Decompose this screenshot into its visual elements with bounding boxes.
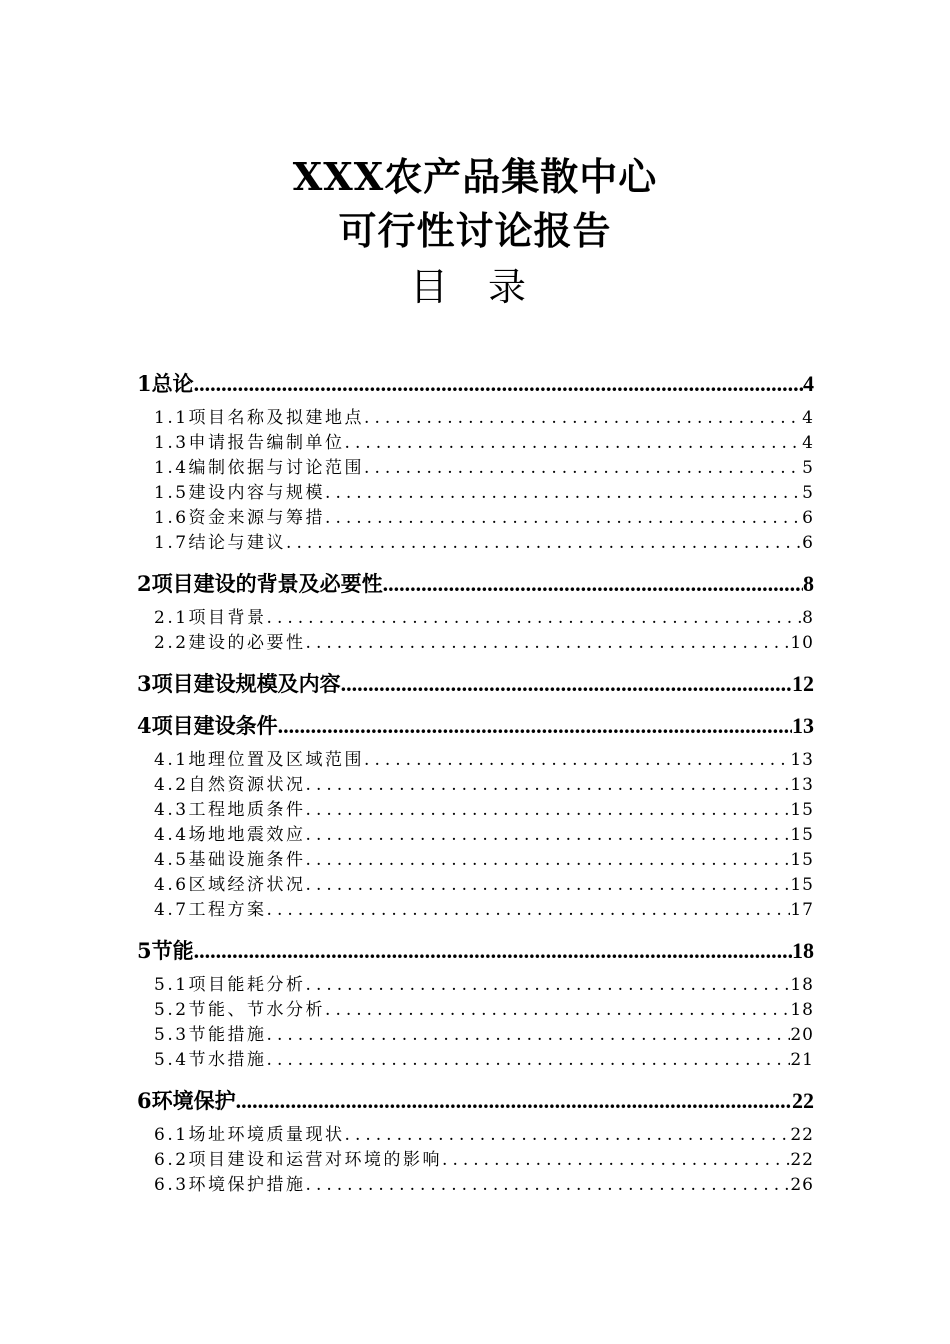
- toc-section-entry[interactable]: [137, 1048, 814, 1073]
- toc-entry-page-number: 5: [802, 483, 814, 503]
- toc-dot-leader: [306, 1173, 791, 1198]
- toc-entry-page-number: 8: [803, 571, 814, 596]
- toc-entry-page-number: 15: [790, 800, 814, 820]
- toc-dot-leader: [325, 998, 790, 1023]
- toc-section-entry[interactable]: [137, 1123, 814, 1148]
- toc-entry-label: 5.2节能、节水分析: [154, 1000, 326, 1020]
- toc-entry-page-number: 6: [802, 508, 814, 528]
- toc-entry-label: 4.7工程方案: [154, 900, 267, 920]
- table-of-contents: [137, 370, 814, 1198]
- toc-dot-leader: [383, 570, 803, 598]
- toc-dot-leader: [306, 823, 791, 848]
- toc-entry-page-number: 15: [790, 850, 814, 870]
- toc-dot-leader: [325, 481, 802, 506]
- toc-entry-label: 4.3工程地质条件: [154, 800, 306, 820]
- toc-dot-leader: [267, 1048, 791, 1073]
- toc-entry-label: 6.1场址环境质量现状: [154, 1125, 345, 1145]
- toc-entry-page-number: 15: [790, 825, 814, 845]
- toc-entry-label: 1.6资金来源与筹措: [154, 508, 326, 528]
- toc-entry-label: 1.4编制依据与讨论范围: [154, 458, 365, 478]
- toc-entry-page-number: 18: [790, 1000, 814, 1020]
- toc-entry-page-number: 8: [802, 608, 814, 628]
- toc-dot-leader: [442, 1148, 790, 1173]
- toc-section-entry[interactable]: [137, 798, 814, 823]
- toc-dot-leader: [364, 456, 802, 481]
- toc-chapter-entry[interactable]: [137, 712, 814, 740]
- toc-entry-label: 4.6区域经济状况: [154, 875, 306, 895]
- toc-section-entry[interactable]: [137, 1023, 814, 1048]
- toc-entry-page-number: 13: [790, 750, 814, 770]
- toc-section-entry[interactable]: [137, 431, 814, 456]
- toc-chapter-entry[interactable]: [137, 370, 814, 398]
- toc-entry-page-number: 4: [802, 408, 814, 428]
- toc-entry-page-number: 5: [802, 458, 814, 478]
- toc-entry-page-number: 18: [790, 975, 814, 995]
- toc-dot-leader: [364, 748, 790, 773]
- document-title-line-1: XXX农产品集散中心: [292, 154, 658, 199]
- toc-dot-leader: [306, 773, 791, 798]
- toc-dot-leader: [267, 1023, 791, 1048]
- toc-entry-label: 2.2建设的必要性: [154, 633, 306, 653]
- toc-section-entry[interactable]: [137, 998, 814, 1023]
- toc-chapter-entry[interactable]: [137, 570, 814, 598]
- toc-entry-page-number: 22: [790, 1125, 814, 1145]
- toc-entry-label: 4.2自然资源状况: [154, 775, 306, 795]
- toc-section-entry[interactable]: [137, 898, 814, 923]
- toc-section-entry[interactable]: [137, 1173, 814, 1198]
- toc-dot-leader: [306, 873, 791, 898]
- toc-entry-label: 2.1项目背景: [154, 608, 267, 628]
- toc-entry-label: 1.7结论与建议: [154, 533, 287, 553]
- toc-entry-page-number: 13: [792, 713, 814, 738]
- toc-dot-leader: [364, 406, 802, 431]
- toc-entry-label: 4.4场地地震效应: [154, 825, 306, 845]
- toc-dot-leader: [278, 712, 792, 740]
- toc-dot-leader: [286, 531, 802, 556]
- toc-entry-page-number: 4: [802, 433, 814, 453]
- toc-chapter-entry[interactable]: [137, 670, 814, 698]
- toc-dot-leader: [341, 670, 792, 698]
- toc-entry-page-number: 15: [790, 875, 814, 895]
- toc-chapter-entry[interactable]: [137, 1087, 814, 1115]
- toc-entry-label: 2项目建设的背景及必要性: [137, 571, 383, 596]
- toc-entry-page-number: 20: [790, 1025, 814, 1045]
- toc-entry-label: 1.5建设内容与规模: [154, 483, 326, 503]
- toc-dot-leader: [306, 973, 791, 998]
- toc-section-entry[interactable]: [137, 531, 814, 556]
- toc-section-entry[interactable]: [137, 456, 814, 481]
- toc-section-entry[interactable]: [137, 873, 814, 898]
- toc-entry-label: 6环境保护: [137, 1088, 236, 1113]
- toc-section-entry[interactable]: [137, 773, 814, 798]
- toc-entry-label: 4.5基础设施条件: [154, 850, 306, 870]
- toc-entry-label: 6.3环境保护措施: [154, 1175, 306, 1195]
- toc-entry-page-number: 21: [790, 1050, 814, 1070]
- toc-entry-page-number: 6: [802, 533, 814, 553]
- toc-entry-label: 1.1项目名称及拟建地点: [154, 408, 365, 428]
- toc-section-entry[interactable]: [137, 631, 814, 656]
- toc-dot-leader: [345, 431, 803, 456]
- title-block: [0, 150, 950, 314]
- toc-entry-page-number: 26: [790, 1175, 814, 1195]
- toc-entry-page-number: 17: [790, 900, 814, 920]
- toc-dot-leader: [194, 937, 792, 965]
- toc-chapter-entry[interactable]: [137, 937, 814, 965]
- toc-dot-leader: [306, 798, 791, 823]
- toc-entry-page-number: 22: [790, 1150, 814, 1170]
- toc-section-entry[interactable]: [137, 823, 814, 848]
- toc-entry-label: 6.2项目建设和运营对环境的影响: [154, 1150, 443, 1170]
- toc-entry-page-number: 4: [803, 371, 814, 396]
- toc-entry-label: 1总论: [137, 371, 194, 396]
- toc-section-entry[interactable]: [137, 748, 814, 773]
- toc-dot-leader: [306, 631, 791, 656]
- toc-entry-page-number: 12: [792, 671, 814, 696]
- toc-section-entry[interactable]: [137, 506, 814, 531]
- toc-entry-label: 5.3节能措施: [154, 1025, 267, 1045]
- toc-entry-page-number: 13: [790, 775, 814, 795]
- toc-section-entry[interactable]: [137, 481, 814, 506]
- document-title-line-2: 可行性讨论报告: [338, 208, 612, 253]
- toc-entry-label: 3项目建设规模及内容: [137, 671, 341, 696]
- toc-entry-page-number: 10: [790, 633, 814, 653]
- toc-dot-leader: [267, 898, 791, 923]
- toc-section-entry[interactable]: [137, 848, 814, 873]
- toc-dot-leader: [194, 370, 803, 398]
- toc-entry-label: 4.1地理位置及区域范围: [154, 750, 365, 770]
- toc-entry-page-number: 22: [792, 1088, 814, 1113]
- toc-entry-label: 4项目建设条件: [137, 713, 278, 738]
- toc-heading: 目 录: [409, 265, 541, 309]
- toc-entry-label: 5.4节水措施: [154, 1050, 267, 1070]
- toc-entry-label: 1.3申请报告编制单位: [154, 433, 345, 453]
- toc-dot-leader: [345, 1123, 791, 1148]
- toc-section-entry[interactable]: [137, 1148, 814, 1173]
- toc-section-entry[interactable]: [137, 606, 814, 631]
- toc-dot-leader: [267, 606, 803, 631]
- toc-dot-leader: [325, 506, 802, 531]
- toc-section-entry[interactable]: [137, 406, 814, 431]
- toc-entry-page-number: 18: [792, 938, 814, 963]
- toc-section-entry[interactable]: [137, 973, 814, 998]
- toc-dot-leader: [236, 1087, 792, 1115]
- toc-dot-leader: [306, 848, 791, 873]
- toc-entry-label: 5节能: [137, 938, 194, 963]
- toc-entry-label: 5.1项目能耗分析: [154, 975, 306, 995]
